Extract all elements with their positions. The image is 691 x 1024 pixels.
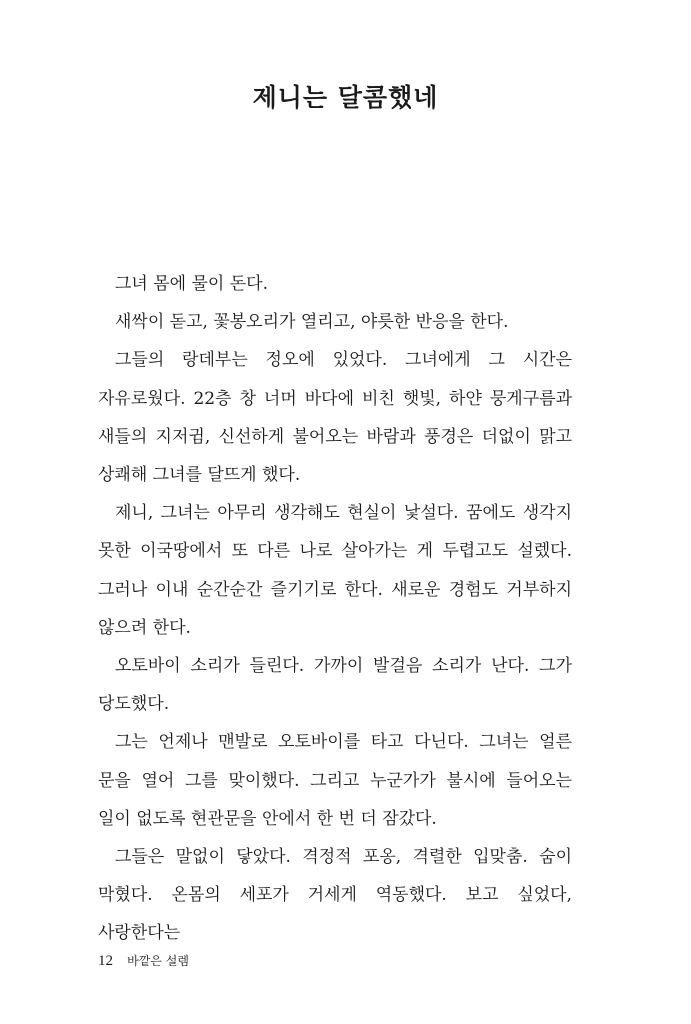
paragraph: 새싹이 돋고, 꽃봉오리가 열리고, 야릇한 반응을 한다. [115,312,509,333]
body-text [98,265,572,953]
paragraph: 그들의 랑데부는 정오에 있었다. 그녀에게 그 시간은 자유로웠다. 22층 창 너머 바다에 비친 햇빛, 하얀 뭉게구름과 새들의 지저귐, 신선하게 불어오는 바람과 풍경은 더없이 맑고 상쾌해 그녀를 달뜨게 했다. [98,350,572,486]
paragraph: 그는 언제나 맨발로 오토바이를 타고 다닌다. 그녀는 얼른 문을 열어 그를 맞이했다. 그리고 누군가가 불시에 들어오는 일이 없도록 현관문을 안에서 한 번 더 잠갔다. [98,732,572,829]
page-footer [98,952,189,970]
paragraph: 그녀 몸에 물이 돈다. [115,274,268,294]
running-title: 바깥은 설렘 [127,954,189,968]
chapter-title: 제니는 달콤했네 [252,83,439,112]
paragraph: 그들은 말없이 닿았다. 격정적 포옹, 격렬한 입맞춤. 숨이 막혔다. 온몸의 세포가 거세게 역동했다. 보고 싶었다, 사랑한다는 [98,847,572,944]
page-number: 12 [98,953,113,969]
paragraph: 오토바이 소리가 들린다. 가까이 발걸음 소리가 난다. 그가 당도했다. [98,656,572,715]
paragraph: 제니, 그녀는 아무리 생각해도 현실이 낯설다. 꿈에도 생각지 못한 이국땅에서 또 다른 나로 살아가는 게 두렵고도 설렜다. 그러나 이내 순간순간 즐기기로 한다. 새로운 경험도 거부하지 않으려 한다. [98,503,572,638]
